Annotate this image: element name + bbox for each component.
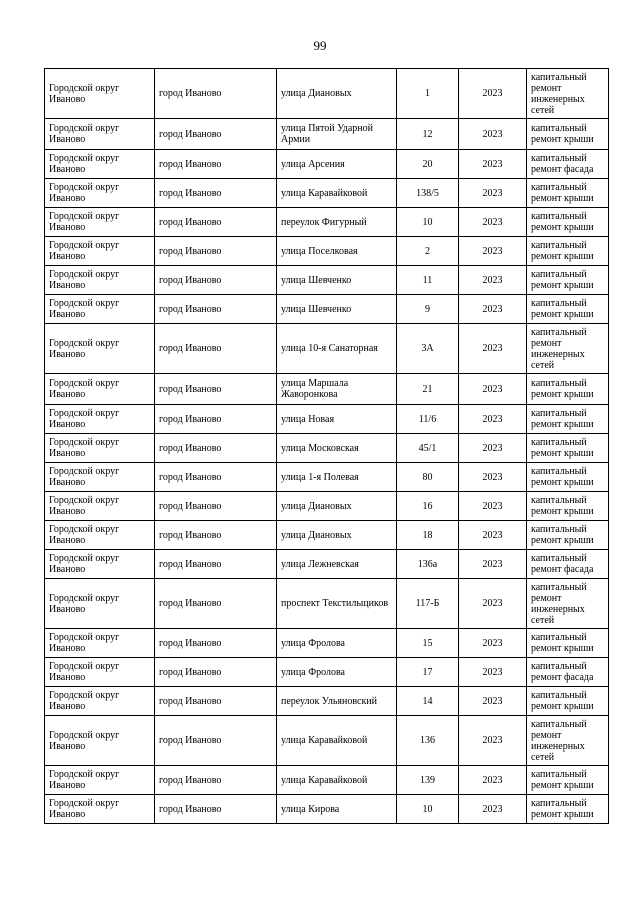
work-type-cell: капитальный ремонт крыши <box>527 766 609 795</box>
year-cell: 2023 <box>459 766 527 795</box>
street-cell: переулок Фигурный <box>277 208 397 237</box>
street-cell: улица 1-я Полевая <box>277 463 397 492</box>
house-number-cell: 45/1 <box>397 434 459 463</box>
work-type-cell: капитальный ремонт крыши <box>527 405 609 434</box>
year-cell: 2023 <box>459 687 527 716</box>
table-row <box>45 492 609 521</box>
city-cell: город Иваново <box>155 237 277 266</box>
district-cell: Городской округ Иваново <box>45 716 155 766</box>
year-cell: 2023 <box>459 521 527 550</box>
house-number-cell: 80 <box>397 463 459 492</box>
street-cell: улица Новая <box>277 405 397 434</box>
district-cell: Городской округ Иваново <box>45 119 155 150</box>
street-cell: улица Фролова <box>277 658 397 687</box>
work-type-cell: капитальный ремонт крыши <box>527 179 609 208</box>
table-row <box>45 208 609 237</box>
house-number-cell: 10 <box>397 795 459 824</box>
city-cell: город Иваново <box>155 150 277 179</box>
house-number-cell: 139 <box>397 766 459 795</box>
year-cell: 2023 <box>459 150 527 179</box>
street-cell: улица Пятой Ударной Армии <box>277 119 397 150</box>
work-type-cell: капитальный ремонт крыши <box>527 295 609 324</box>
district-cell: Городской округ Иваново <box>45 687 155 716</box>
table-row <box>45 766 609 795</box>
district-cell: Городской округ Иваново <box>45 579 155 629</box>
street-cell: улица Фролова <box>277 629 397 658</box>
street-cell: улица 10-я Санаторная <box>277 324 397 374</box>
year-cell: 2023 <box>459 374 527 405</box>
street-cell: улица Шевченко <box>277 295 397 324</box>
year-cell: 2023 <box>459 208 527 237</box>
city-cell: город Иваново <box>155 629 277 658</box>
city-cell: город Иваново <box>155 492 277 521</box>
year-cell: 2023 <box>459 658 527 687</box>
street-cell: улица Каравайковой <box>277 766 397 795</box>
city-cell: город Иваново <box>155 579 277 629</box>
district-cell: Городской округ Иваново <box>45 179 155 208</box>
district-cell: Городской округ Иваново <box>45 266 155 295</box>
district-cell: Городской округ Иваново <box>45 237 155 266</box>
work-type-cell: капитальный ремонт крыши <box>527 374 609 405</box>
work-type-cell: капитальный ремонт крыши <box>527 492 609 521</box>
year-cell: 2023 <box>459 237 527 266</box>
city-cell: город Иваново <box>155 687 277 716</box>
year-cell: 2023 <box>459 119 527 150</box>
city-cell: город Иваново <box>155 795 277 824</box>
district-cell: Городской округ Иваново <box>45 69 155 119</box>
work-type-cell: капитальный ремонт фасада <box>527 150 609 179</box>
work-type-cell: капитальный ремонт крыши <box>527 521 609 550</box>
district-cell: Городской округ Иваново <box>45 658 155 687</box>
street-cell: улица Маршала Жаворонкова <box>277 374 397 405</box>
work-type-cell: капитальный ремонт инженерных сетей <box>527 69 609 119</box>
district-cell: Городской округ Иваново <box>45 374 155 405</box>
year-cell: 2023 <box>459 795 527 824</box>
city-cell: город Иваново <box>155 295 277 324</box>
work-type-cell: капитальный ремонт фасада <box>527 658 609 687</box>
house-number-cell: 16 <box>397 492 459 521</box>
table-row <box>45 716 609 766</box>
table-row <box>45 550 609 579</box>
work-type-cell: капитальный ремонт крыши <box>527 629 609 658</box>
house-number-cell: 15 <box>397 629 459 658</box>
year-cell: 2023 <box>459 579 527 629</box>
house-number-cell: 18 <box>397 521 459 550</box>
house-number-cell: 11/6 <box>397 405 459 434</box>
work-type-cell: капитальный ремонт крыши <box>527 687 609 716</box>
year-cell: 2023 <box>459 716 527 766</box>
house-number-cell: 136 <box>397 716 459 766</box>
street-cell: улица Кирова <box>277 795 397 824</box>
registry-table-body <box>45 69 609 824</box>
city-cell: город Иваново <box>155 208 277 237</box>
work-type-cell: капитальный ремонт крыши <box>527 119 609 150</box>
year-cell: 2023 <box>459 69 527 119</box>
year-cell: 2023 <box>459 324 527 374</box>
work-type-cell: капитальный ремонт фасада <box>527 550 609 579</box>
district-cell: Городской округ Иваново <box>45 150 155 179</box>
street-cell: улица Лежневская <box>277 550 397 579</box>
house-number-cell: 12 <box>397 119 459 150</box>
year-cell: 2023 <box>459 629 527 658</box>
house-number-cell: 3А <box>397 324 459 374</box>
street-cell: улица Диановых <box>277 69 397 119</box>
street-cell: улица Каравайковой <box>277 716 397 766</box>
table-row <box>45 629 609 658</box>
street-cell: улица Шевченко <box>277 266 397 295</box>
work-type-cell: капитальный ремонт крыши <box>527 208 609 237</box>
table-row <box>45 521 609 550</box>
table-row <box>45 463 609 492</box>
house-number-cell: 20 <box>397 150 459 179</box>
work-type-cell: капитальный ремонт крыши <box>527 463 609 492</box>
city-cell: город Иваново <box>155 405 277 434</box>
work-type-cell: капитальный ремонт крыши <box>527 266 609 295</box>
street-cell: проспект Текстильщиков <box>277 579 397 629</box>
district-cell: Городской округ Иваново <box>45 295 155 324</box>
year-cell: 2023 <box>459 295 527 324</box>
house-number-cell: 10 <box>397 208 459 237</box>
city-cell: город Иваново <box>155 434 277 463</box>
district-cell: Городской округ Иваново <box>45 521 155 550</box>
house-number-cell: 9 <box>397 295 459 324</box>
work-type-cell: капитальный ремонт инженерных сетей <box>527 324 609 374</box>
district-cell: Городской округ Иваново <box>45 766 155 795</box>
table-row <box>45 119 609 150</box>
year-cell: 2023 <box>459 405 527 434</box>
city-cell: город Иваново <box>155 766 277 795</box>
street-cell: улица Каравайковой <box>277 179 397 208</box>
table-row <box>45 579 609 629</box>
year-cell: 2023 <box>459 266 527 295</box>
house-number-cell: 2 <box>397 237 459 266</box>
registry-table <box>44 68 609 824</box>
city-cell: город Иваново <box>155 324 277 374</box>
house-number-cell: 21 <box>397 374 459 405</box>
street-cell: улица Диановых <box>277 521 397 550</box>
district-cell: Городской округ Иваново <box>45 208 155 237</box>
table-row <box>45 324 609 374</box>
work-type-cell: капитальный ремонт крыши <box>527 237 609 266</box>
year-cell: 2023 <box>459 492 527 521</box>
table-row <box>45 687 609 716</box>
table-row <box>45 658 609 687</box>
city-cell: город Иваново <box>155 179 277 208</box>
city-cell: город Иваново <box>155 463 277 492</box>
table-row <box>45 405 609 434</box>
table-row <box>45 237 609 266</box>
year-cell: 2023 <box>459 463 527 492</box>
district-cell: Городской округ Иваново <box>45 795 155 824</box>
work-type-cell: капитальный ремонт крыши <box>527 434 609 463</box>
street-cell: улица Арсения <box>277 150 397 179</box>
table-row <box>45 179 609 208</box>
city-cell: город Иваново <box>155 550 277 579</box>
work-type-cell: капитальный ремонт инженерных сетей <box>527 716 609 766</box>
house-number-cell: 14 <box>397 687 459 716</box>
city-cell: город Иваново <box>155 119 277 150</box>
work-type-cell: капитальный ремонт крыши <box>527 795 609 824</box>
table-row <box>45 374 609 405</box>
city-cell: город Иваново <box>155 658 277 687</box>
house-number-cell: 138/5 <box>397 179 459 208</box>
city-cell: город Иваново <box>155 374 277 405</box>
street-cell: улица Поселковая <box>277 237 397 266</box>
work-type-cell: капитальный ремонт инженерных сетей <box>527 579 609 629</box>
house-number-cell: 1 <box>397 69 459 119</box>
street-cell: переулок Ульяновский <box>277 687 397 716</box>
district-cell: Городской округ Иваново <box>45 492 155 521</box>
table-row <box>45 295 609 324</box>
table-row <box>45 150 609 179</box>
street-cell: улица Московская <box>277 434 397 463</box>
table-row <box>45 434 609 463</box>
page-number: 99 <box>313 38 327 53</box>
house-number-cell: 17 <box>397 658 459 687</box>
district-cell: Городской округ Иваново <box>45 550 155 579</box>
city-cell: город Иваново <box>155 266 277 295</box>
district-cell: Городской округ Иваново <box>45 405 155 434</box>
table-row <box>45 69 609 119</box>
street-cell: улица Диановых <box>277 492 397 521</box>
city-cell: город Иваново <box>155 716 277 766</box>
city-cell: город Иваново <box>155 69 277 119</box>
district-cell: Городской округ Иваново <box>45 324 155 374</box>
year-cell: 2023 <box>459 179 527 208</box>
house-number-cell: 136а <box>397 550 459 579</box>
district-cell: Городской округ Иваново <box>45 629 155 658</box>
house-number-cell: 117-Б <box>397 579 459 629</box>
table-row <box>45 795 609 824</box>
year-cell: 2023 <box>459 434 527 463</box>
district-cell: Городской округ Иваново <box>45 463 155 492</box>
house-number-cell: 11 <box>397 266 459 295</box>
district-cell: Городской округ Иваново <box>45 434 155 463</box>
year-cell: 2023 <box>459 550 527 579</box>
city-cell: город Иваново <box>155 521 277 550</box>
table-row <box>45 266 609 295</box>
